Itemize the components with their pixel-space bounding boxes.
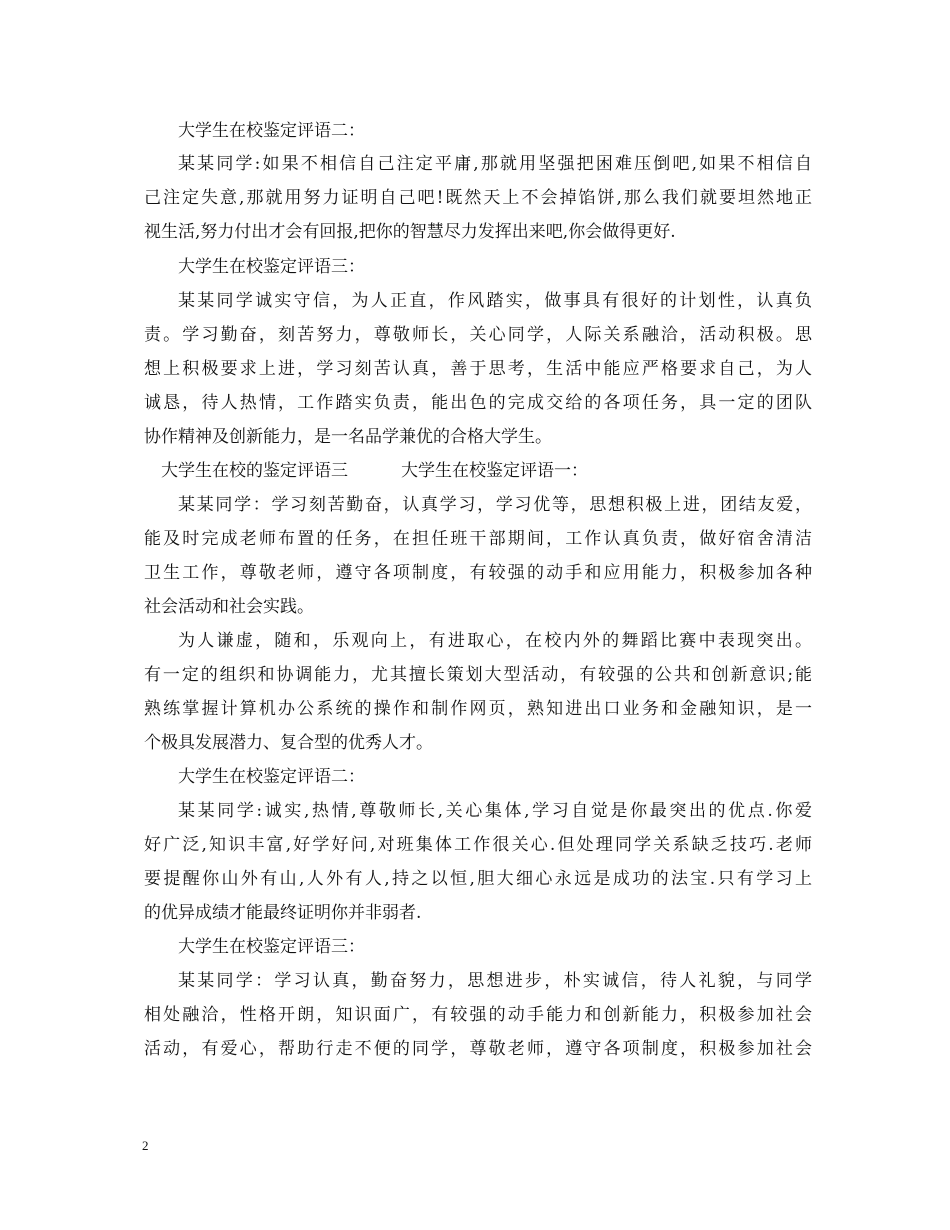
article-title: 大学生在校的鉴定评语三 — [161, 461, 348, 481]
section-heading: 大学生在校鉴定评语二： — [178, 767, 365, 787]
section-heading: 大学生在校鉴定评语一： — [401, 461, 588, 481]
paragraph-line: 相处融洽，性格开朗，知识面广，有较强的动手能力和创新能力，积极参加社会 — [144, 1005, 812, 1025]
paragraph-line: 某某同学:如果不相信自己注定平庸,那就用坚强把困难压倒吧,如果不相信自 — [178, 154, 812, 174]
paragraph-line: 某某同学诚实守信，为人正直，作风踏实，做事具有很好的计划性，认真负 — [178, 291, 812, 311]
paragraph-line: 有一定的组织和协调能力，尤其擅长策划大型活动，有较强的公共和创新意识;能 — [144, 665, 812, 685]
paragraph-line: 能及时完成老师布置的任务，在担任班干部期间，工作认真负责，做好宿舍清洁 — [144, 529, 812, 549]
paragraph-line: 诚恳，待人热情，工作踏实负责，能出色的完成交给的各项任务，具一定的团队 — [144, 393, 812, 413]
paragraph-line: 为人谦虚，随和，乐观向上，有进取心，在校内外的舞蹈比赛中表现突出。 — [178, 631, 812, 651]
paragraph-line: 好广泛,知识丰富,好学好问,对班集体工作很关心.但处理同学关系缺乏技巧.老师 — [144, 835, 812, 855]
paragraph-line: 想上积极要求上进，学习刻苦认真，善于思考，生活中能应严格要求自己，为人 — [144, 359, 812, 379]
paragraph-line: 某某同学:诚实,热情,尊敬师长,关心集体,学习自觉是你最突出的优点.你爱 — [178, 801, 812, 821]
paragraph-line: 责。学习勤奋，刻苦努力，尊敬师长，关心同学，人际关系融洽，活动积极。思 — [144, 325, 812, 345]
paragraph-line: 协作精神及创新能力，是一名品学兼优的合格大学生。 — [144, 427, 552, 447]
paragraph-line: 某某同学：学习认真，勤奋努力，思想进步，朴实诚信，待人礼貌，与同学 — [178, 971, 812, 991]
paragraph-line: 卫生工作，尊敬老师，遵守各项制度，有较强的动手和应用能力，积极参加各种 — [144, 563, 812, 583]
paragraph-line: 的优异成绩才能最终证明你并非弱者. — [144, 903, 422, 923]
paragraph-line: 要提醒你山外有山,人外有人,持之以恒,胆大细心永远是成功的法宝.只有学习上 — [144, 869, 812, 889]
page-number: 2 — [142, 1138, 149, 1153]
paragraph-line: 己注定失意,那就用努力证明自己吧!既然天上不会掉馅饼,那么我们就要坦然地正 — [144, 188, 812, 208]
paragraph-line: 活动，有爱心，帮助行走不便的同学，尊敬老师，遵守各项制度，积极参加社会 — [144, 1039, 812, 1059]
paragraph-line: 社会活动和社会实践。 — [144, 597, 314, 617]
paragraph-line: 熟练掌握计算机办公系统的操作和制作网页，熟知进出口业务和金融知识，是一 — [144, 699, 812, 719]
paragraph-line: 视生活,努力付出才会有回报,把你的智慧尽力发挥出来吧,你会做得更好. — [144, 222, 676, 242]
section-heading: 大学生在校鉴定评语三： — [178, 937, 365, 957]
paragraph-line: 某某同学：学习刻苦勤奋，认真学习，学习优等，思想积极上进，团结友爱， — [178, 495, 812, 515]
section-heading: 大学生在校鉴定评语三： — [178, 257, 365, 277]
section-heading: 大学生在校鉴定评语二： — [178, 121, 365, 141]
paragraph-line: 个极具发展潜力、复合型的优秀人才。 — [144, 733, 433, 753]
